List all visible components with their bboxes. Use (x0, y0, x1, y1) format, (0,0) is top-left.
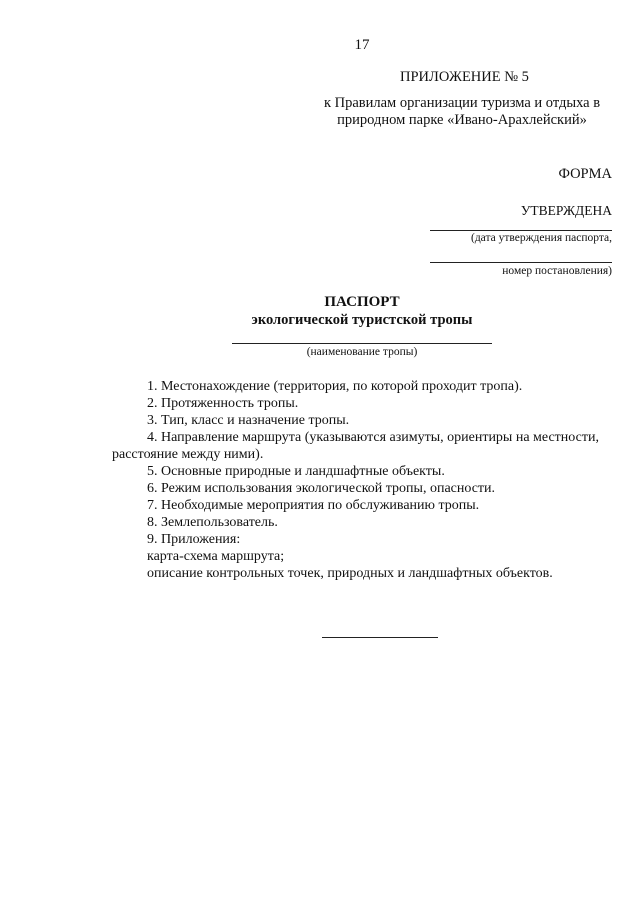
passport-items-list (112, 378, 612, 582)
approved-label: УТВЕРЖДЕНА (520, 203, 612, 218)
approval-number-line (430, 262, 612, 263)
approval-number-caption: номер постановления) (502, 265, 612, 277)
approval-date-line (430, 230, 612, 231)
appendix-subtitle: к Правилам организации туризма и отдыха в природном парке «Ивано-Арахлейский» (323, 95, 601, 128)
list-item: 6. Режим использования экологической тропы, опасности. (147, 481, 496, 496)
trail-name-caption: (наименование тропы) (306, 346, 418, 358)
list-item: 9. Приложения: (147, 532, 241, 547)
list-item: 4. Направление маршрута (указываются азимуты, ориентиры на местности, расстояние между ними). (112, 430, 599, 462)
list-item: карта-схема маршрута; (147, 549, 285, 564)
list-item: 7. Необходимые мероприятия по обслуживанию тропы. (147, 498, 480, 513)
document-title: ПАСПОРТ (324, 294, 400, 310)
appendix-title: ПРИЛОЖЕНИЕ № 5 (400, 69, 529, 85)
approval-date-caption: (дата утверждения паспорта, (470, 232, 612, 244)
end-divider (322, 637, 438, 638)
trail-name-line (232, 343, 492, 344)
list-item: 2. Протяженность тропы. (147, 396, 299, 411)
list-item: 8. Землепользователь. (147, 515, 278, 530)
list-item: 3. Тип, класс и назначение тропы. (147, 413, 350, 428)
document-subtitle: экологической туристской тропы (251, 312, 473, 328)
page-number: 17 (354, 37, 370, 53)
list-item: описание контрольных точек, природных и ландшафтных объектов. (147, 566, 553, 581)
list-item: 1. Местонахождение (территория, по которой проходит тропа). (147, 379, 523, 394)
form-label: ФОРМА (558, 166, 612, 182)
list-item: 5. Основные природные и ландшафтные объекты. (147, 464, 445, 479)
